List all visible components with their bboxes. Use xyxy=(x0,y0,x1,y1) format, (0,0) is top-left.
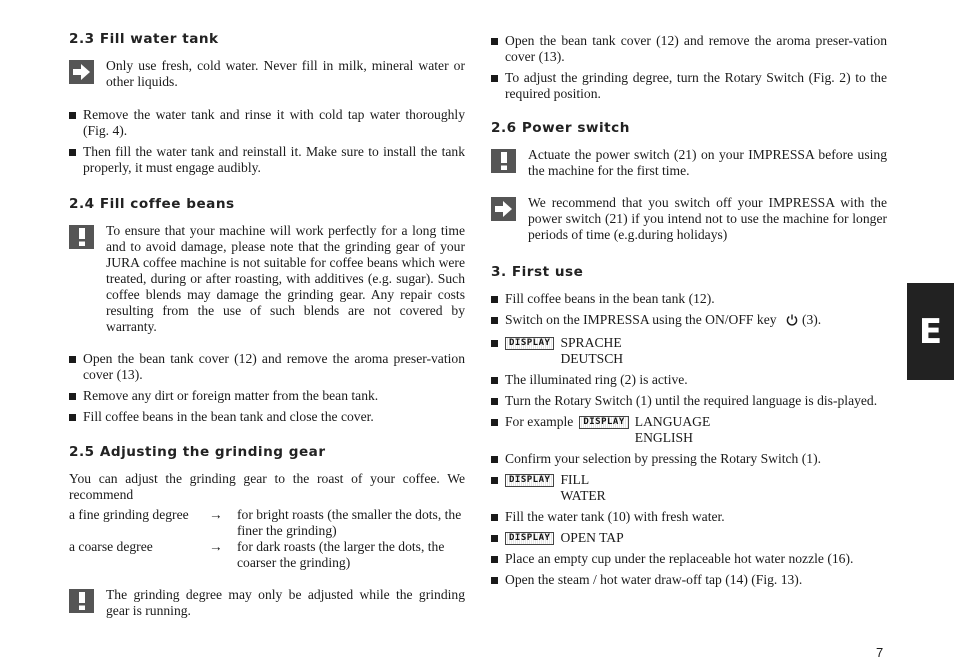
bullet-icon xyxy=(491,419,498,426)
list-item: Open the bean tank cover (12) and remove the aroma preser-vation cover (13). xyxy=(69,351,465,383)
note-text: Only use fresh, cold water. Never fill in milk, mineral water or other liquids. xyxy=(106,58,465,89)
grind-row: a coarse degree → for dark roasts (the larger the dots, the coarser the grinding) xyxy=(69,539,445,570)
list-item: Fill the water tank (10) with fresh water. xyxy=(491,509,887,525)
list-item: Remove any dirt or foreign matter from the bean tank. xyxy=(69,388,465,404)
list-item: Remove the water tank and rinse it with cold tap water thoroughly (Fig. 4). xyxy=(69,107,465,139)
list-item: The illuminated ring (2) is active. xyxy=(491,372,887,388)
info-note xyxy=(69,58,465,90)
bullet-icon xyxy=(491,556,498,563)
language-tab: E xyxy=(907,283,954,380)
bullet-icon xyxy=(69,414,76,421)
bullet-icon xyxy=(491,535,498,542)
section-intro: You can adjust the grinding gear to the roast of your coffee. We recommend xyxy=(69,471,465,502)
arrow-right-icon xyxy=(69,60,94,84)
bullet-icon xyxy=(491,38,498,45)
bullet-icon xyxy=(491,340,498,347)
section-2-6-title: 2.6 Power switch xyxy=(491,120,630,136)
bullet-icon xyxy=(491,514,498,521)
bullet-icon xyxy=(491,296,498,303)
bullet-icon xyxy=(491,456,498,463)
list-item: Confirm your selection by pressing the Rotary Switch (1). xyxy=(491,451,887,467)
bullet-icon xyxy=(69,356,76,363)
list-item: To adjust the grinding degree, turn the Rotary Switch (Fig. 2) to the required position. xyxy=(491,70,887,102)
bullet-icon xyxy=(491,377,498,384)
exclamation-icon xyxy=(69,225,94,249)
arrow-glyph: → xyxy=(209,539,223,554)
list-item xyxy=(491,472,887,504)
warning-note xyxy=(491,147,887,179)
bullet-icon xyxy=(69,112,76,119)
section-2-4-title: 2.4 Fill coffee beans xyxy=(69,196,235,212)
display-icon: DISPLAY xyxy=(505,474,554,487)
bullet-icon xyxy=(491,317,498,324)
page-number: 7 xyxy=(876,645,884,660)
list-item: Turn the Rotary Switch (1) until the required language is dis-played. xyxy=(491,393,887,409)
note-text: We recommend that you switch off your IMPRESSA with the power switch (21) if you intend not to use the machine for longer periods of time (e.g.during holidays) xyxy=(528,195,887,242)
steps-list xyxy=(69,107,465,176)
warning-note xyxy=(69,587,465,619)
note-text: To ensure that your machine will work perfectly for a long time and to avoid damage, please note that the grinding gear of your JURA coffee machine is not suitable for coffee beans which were treated, during or after roasting, with additives (e.g. sugar). Such coffee blends may damage the grinding gear. Any repair costs resulting from the use of such blends are not covered by warranty. xyxy=(106,223,465,334)
exclamation-icon xyxy=(491,149,516,173)
display-message: DEUTSCH xyxy=(560,351,624,366)
list-item xyxy=(491,530,887,546)
note-text: The grinding degree may only be adjusted while the grinding gear is running. xyxy=(106,587,465,618)
arrow-glyph: → xyxy=(209,507,223,522)
list-item: Switch on the IMPRESSA using the ON/OFF key (3). xyxy=(491,312,887,330)
left-column xyxy=(69,30,465,619)
warning-note xyxy=(69,223,465,335)
list-item: Fill coffee beans in the bean tank and close the cover. xyxy=(69,409,465,425)
power-icon xyxy=(786,314,798,330)
bullet-icon xyxy=(69,393,76,400)
bullet-icon xyxy=(491,577,498,584)
list-item: Place an empty cup under the replaceable hot water nozzle (16). xyxy=(491,551,887,567)
list-item: Fill coffee beans in the bean tank (12). xyxy=(491,291,887,307)
display-icon: DISPLAY xyxy=(505,532,554,545)
display-message: OPEN TAP xyxy=(560,530,624,545)
section-2-3-title: 2.3 Fill water tank xyxy=(69,31,219,47)
display-message: WATER xyxy=(560,488,606,503)
display-message: SPRACHE xyxy=(560,335,622,350)
display-icon: DISPLAY xyxy=(579,416,628,429)
grind-row: a fine grinding degree → for bright roasts (the smaller the dots, the finer the grinding) xyxy=(69,507,462,538)
section-3-title: 3. First use xyxy=(491,264,584,280)
display-icon: DISPLAY xyxy=(505,337,554,350)
display-message: FILL xyxy=(560,472,590,487)
bullet-icon xyxy=(69,149,76,156)
list-item: Then fill the water tank and reinstall it. Make sure to install the tank properly, it must engage audibly. xyxy=(69,144,465,176)
steps-list xyxy=(69,351,465,425)
steps-list xyxy=(491,291,887,588)
bullet-icon xyxy=(491,75,498,82)
note-text: Actuate the power switch (21) on your IMPRESSA before using the machine for the first time. xyxy=(528,147,887,178)
steps-list xyxy=(491,33,887,102)
display-message: LANGUAGE xyxy=(634,414,711,429)
list-item: For example DISPLAY LANGUAGE ENGLISH xyxy=(491,414,887,446)
arrow-right-icon xyxy=(491,197,516,221)
list-item: Open the bean tank cover (12) and remove the aroma preser-vation cover (13). xyxy=(491,33,887,65)
list-item: Open the steam / hot water draw-off tap (14) (Fig. 13). xyxy=(491,572,887,588)
exclamation-icon xyxy=(69,589,94,613)
list-item xyxy=(491,335,887,367)
bullet-icon xyxy=(491,477,498,484)
right-column xyxy=(491,30,887,593)
display-message: ENGLISH xyxy=(634,430,693,445)
section-2-5-title: 2.5 Adjusting the grinding gear xyxy=(69,444,326,460)
bullet-icon xyxy=(491,398,498,405)
info-note xyxy=(491,195,887,243)
